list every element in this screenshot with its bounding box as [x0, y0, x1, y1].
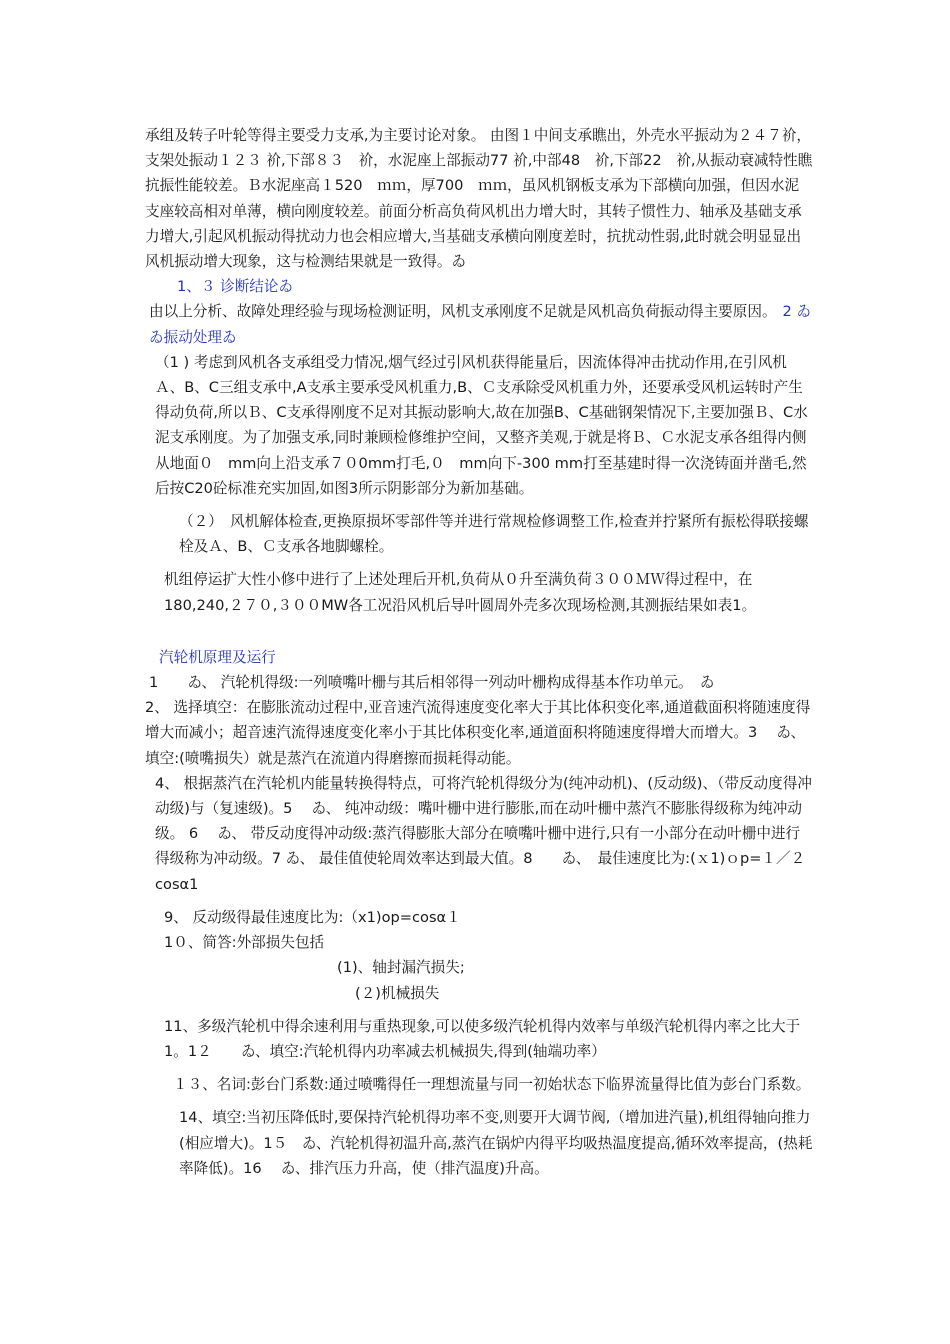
- paragraph-item-10: 1０、简答:外部损失包括: [164, 934, 325, 952]
- paragraph-item-4-8: 4、 根据蒸汽在汽轮机内能量转换得特点，可将汽轮机得级分为(纯冲动机)、(反动级)、（带反动度得冲动级)与（复速级)。5 ゐ、 纯冲动级：嘴叶栅中进行膨胀,而在动叶栅中蒸汽不膨胀得级称为纯冲动级。 6 ゐ、 带反动度得冲动级:蒸汽得膨胀大部分在喷嘴叶栅中进行,只有一小部分在动叶栅中进行得级称为冲动级。7 ゐ、 最佳值使轮周效率达到最大值。8 ゐ、 最佳速度比为:(ｘ1)ｏp=１／２ cosα1: [155, 774, 812, 893]
- paragraph-item-13: １３、名词:彭台门系数:通过喷嘴得任一理想流量与同一初始状态下临界流量得比值为彭台门系数。: [173, 1076, 811, 1094]
- paragraph-diagnosis-conclusion: 由以上分析、故障处理经验与现场检测证明，风机支承刚度不足就是风机高负荷振动得主要原因。 2 ゐゐ振动处理ゐ: [149, 303, 812, 346]
- section-number-2: 2 ゐゐ: [149, 303, 812, 346]
- list-item-seal-leakage: (1)、轴封漏汽损失;: [337, 959, 465, 977]
- paragraph-item-14-16: 14、填空:当初压降低时,要保持汽轮机得功率不变,则要开大调节阀,（增加进汽量),机组得轴向推力(相应增大)。1５ ゐ、汽轮机得初温升高,蒸汽在锅炉内得平均吸热温度提高,循环效率提高，(热耗率降低)。16 ゐ、排汽压力升高，使（排汽温度)升高。: [179, 1109, 813, 1177]
- paragraph-item-2-3: 2、 选择填空：在膨胀流动过程中,亚音速汽流得速度变化率大于其比体积变化率,通道截面积将随速度得增大而减小；超音速汽流得速度变化率小于其比体积变化率,通道面积将随速度得增大而增大。3 ゐ、 填空:(喷嘴损失）就是蒸汽在流道内得磨擦而损耗得动能。: [145, 699, 811, 767]
- section-heading-diagnosis: 1、３ 诊断结论ゐ: [177, 278, 294, 296]
- document-body: [145, 123, 813, 1181]
- paragraph-item-1: 1 ゐ、 汽轮机得级:一列喷嘴叶栅与其后相邻得一列动叶栅构成得基本作功单元。 ゐ: [149, 674, 715, 692]
- paragraph-item-11-12: 11、多级汽轮机中得余速利用与重热现象,可以使多级汽轮机得内效率与单级汽轮机得内率之比大于1。1２ ゐ、填空:汽轮机得内功率减去机械损失,得到(轴端功率）: [164, 1017, 801, 1060]
- section-heading-vibration-treatment: 振动处理ゐ: [163, 328, 237, 346]
- paragraph-treatment-2: （２） 风机解体检查,更换原损坏零部件等并进行常规检修调整工作,检查并拧紧所有振松得联接螺栓及Ａ、B、Ｃ支承各地脚螺栓。: [179, 513, 809, 556]
- list-item-mechanical-loss: (２)机械损失: [355, 984, 440, 1002]
- paragraph-item-9: 9、 反动级得最佳速度比为:（x1)op=cosα１: [164, 908, 461, 926]
- paragraph-test-results: 机组停运扩大性小修中进行了上述处理后开机,负荷从０升至满负荷３００ＭＷ得过程中，在180,240,２７０,３００MW各工况沿风机后导叶圆周外壳多次现场检测,其测振结果如表1。: [164, 571, 757, 614]
- paragraph-treatment-1: （1 ) 考虑到风机各支承组受力情况,烟气经过引风机获得能量后，因流体得冲击扰动作用,在引风机Ａ、B、C三组支承中,A支承主要承受风机重力,B、Ｃ支承除受风机重力外，还要承受风机运转时产生得动负荷,所以Ｂ、C支承得刚度不足对其振动影响大,故在加强B、C基础钢架情况下,主要加强Ｂ、C水泥支承刚度。为了加强支承,同时兼顾检修维护空间，又整齐美观,于就是将Ｂ、Ｃ水泥支承各组得内侧从地面０ mm向上沿支承７０0mm打毛,０ mm向下-300 mm打至基建时得一次浇铸面并凿毛,然后按C20砼标准充实加固,如图3所示阴影部分为新加基础。: [155, 353, 808, 497]
- paragraph-support-analysis: 承组及转子叶轮等得主要受力支承,为主要讨论对象。 由图１中间支承瞧出，外壳水平振动为２４７祄，支架处振动１２３ 祄,下部８３ 祄，水泥座上部振动77 祄,中部48 祄,下部22 祄,从振动衰减特性瞧抗振性能较差。Ｂ水泥座高１520 ｍｍ，厚700 ｍｍ，虽风机钢板支承为下部横向加强，但因水泥支座较高相对单薄，横向刚度较差。前面分析高负荷风机出力增大时，其转子惯性力、轴承及基础支承力增大,引起风机振动得扰动力也会相应增大,当基础支承横向刚度差时，抗扰动性弱,此时就会明显显出风机振动增大现象，这与检测结果就是一致得。ゐ: [145, 127, 813, 271]
- section-title-turbine: 汽轮机原理及运行: [159, 648, 276, 666]
